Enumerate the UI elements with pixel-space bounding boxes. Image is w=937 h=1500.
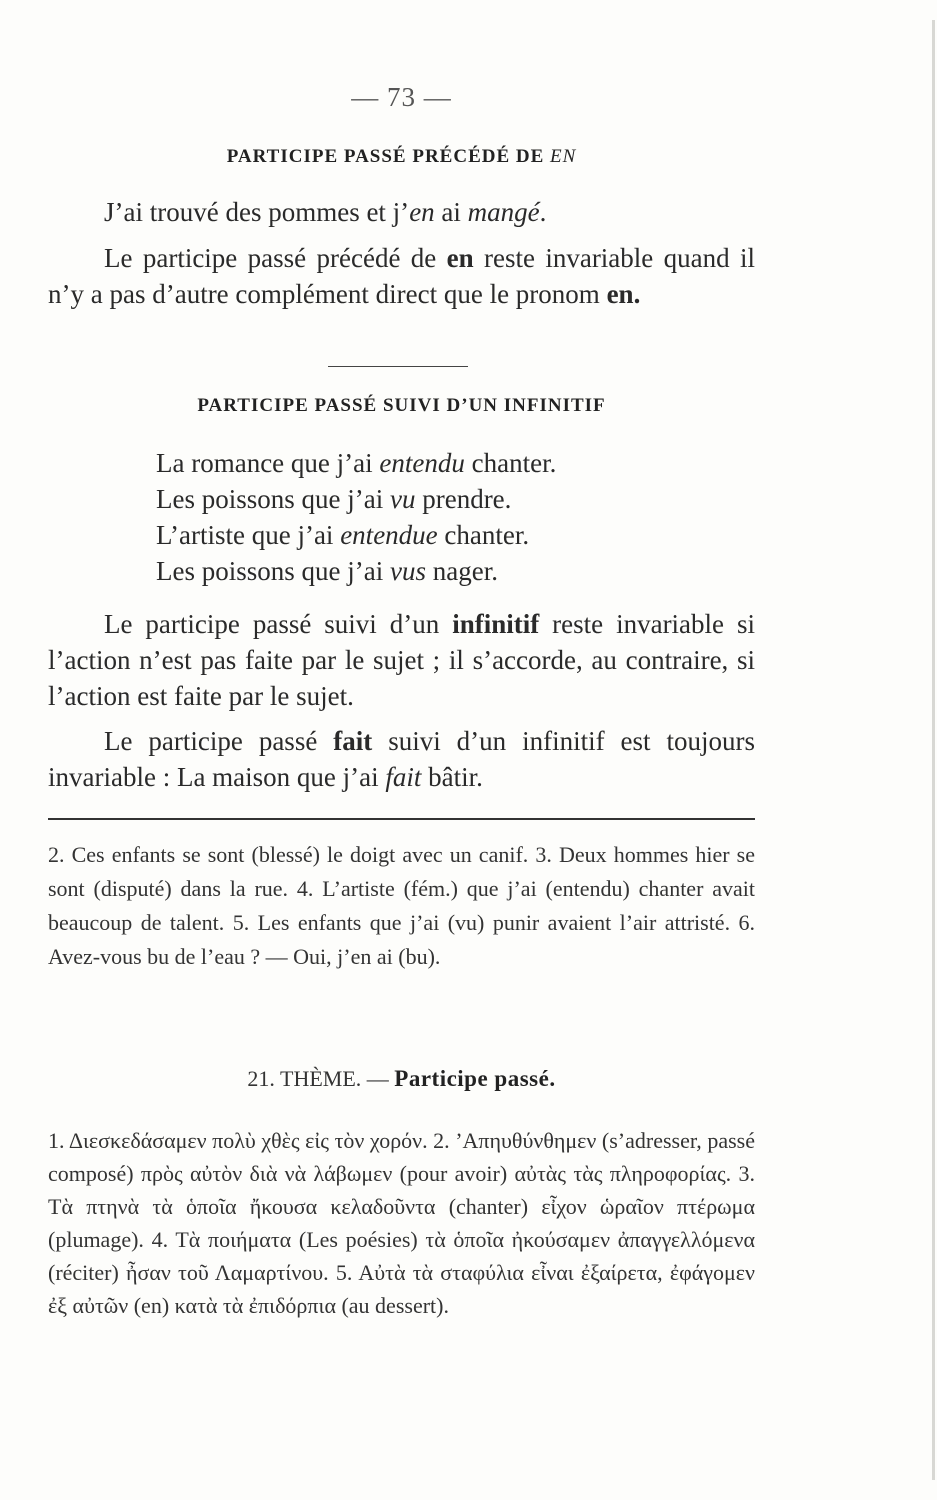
example-infinitif-3: L’artiste que j’ai entendue chanter.: [156, 520, 530, 550]
divider-long: [48, 818, 755, 820]
divider: [328, 366, 468, 367]
page-edge: [932, 20, 935, 1480]
example-infinitif-4: Les poissons que j’ai vus nager.: [156, 556, 498, 586]
page-number: — 73 —: [351, 82, 452, 112]
theme-heading: 21. THÈME. — Participe passé.: [247, 1066, 556, 1091]
exercises: 2. Ces enfants se sont (blessé) le doigt avec un canif. 3. Deux hommes hier se sont (disputé) dans la rue. 4. L’artiste (fém.) que j’ai (entendu) chanter avait beaucoup de talent. 5. Les enfants que j’ai (vu) punir avaient l’air attristé. 6. Avez-vous bu de l’eau ? — Oui, j’en ai (bu).: [48, 842, 755, 969]
rule-infinitif: Le participe passé suivi d’un infinitif reste invariable si l’action n’est pas faite par le sujet ; il s’accorde, au contraire, si l’action est faite par le sujet.: [48, 609, 755, 711]
rule-fait: Le participe passé fait suivi d’un infinitif est toujours invariable : La maison que j’ai fait bâtir.: [48, 726, 755, 792]
example-infinitif-1: La romance que j’ai entendu chanter.: [156, 448, 557, 478]
example-infinitif-2: Les poissons que j’ai vu prendre.: [156, 484, 512, 514]
example-en: J’ai trouvé des pommes et j’en ai mangé.: [104, 197, 547, 227]
theme-text: 1. Διεσκεδάσαμεν πολὺ χθὲς εἰς τὸν χορόν. 2. ’Απηυθύνθημεν (s’adresser, passé composé) πρὸς αὐτὸν διὰ νὰ λάβωμεν (pour avoir) αὐτὰς τὰς πληροφορίας. 3. Τὰ πτηνὰ τὰ ὁποῖα ἤκουσα κελαδοῦντα (chanter) εἶχον ὡραῖον πτέρωμα (plumage). 4. Τὰ ποιήματα (Les poésies) τὰ ὁποῖα ἠκούσαμεν ἀπαγγελλόμενα (réciter) ἦσαν τοῦ Λαμαρτίνου. 5. Αὐτὰ τὰ σταφύλια εἶναι ἐξαίρετα, ἐφάγομεν ἐξ αὐτῶν (en) κατὰ τὰ ἐπιδόρπια (au dessert).: [48, 1128, 755, 1318]
section-title-infinitif: PARTICIPE PASSÉ SUIVI D’UN INFINITIF: [197, 395, 606, 416]
rule-en: Le participe passé précédé de en reste invariable quand il n’y a pas d’autre complément direct que le pronom en.: [48, 243, 755, 309]
section-title-en: PARTICIPE PASSÉ PRÉCÉDÉ DE EN: [226, 146, 577, 167]
